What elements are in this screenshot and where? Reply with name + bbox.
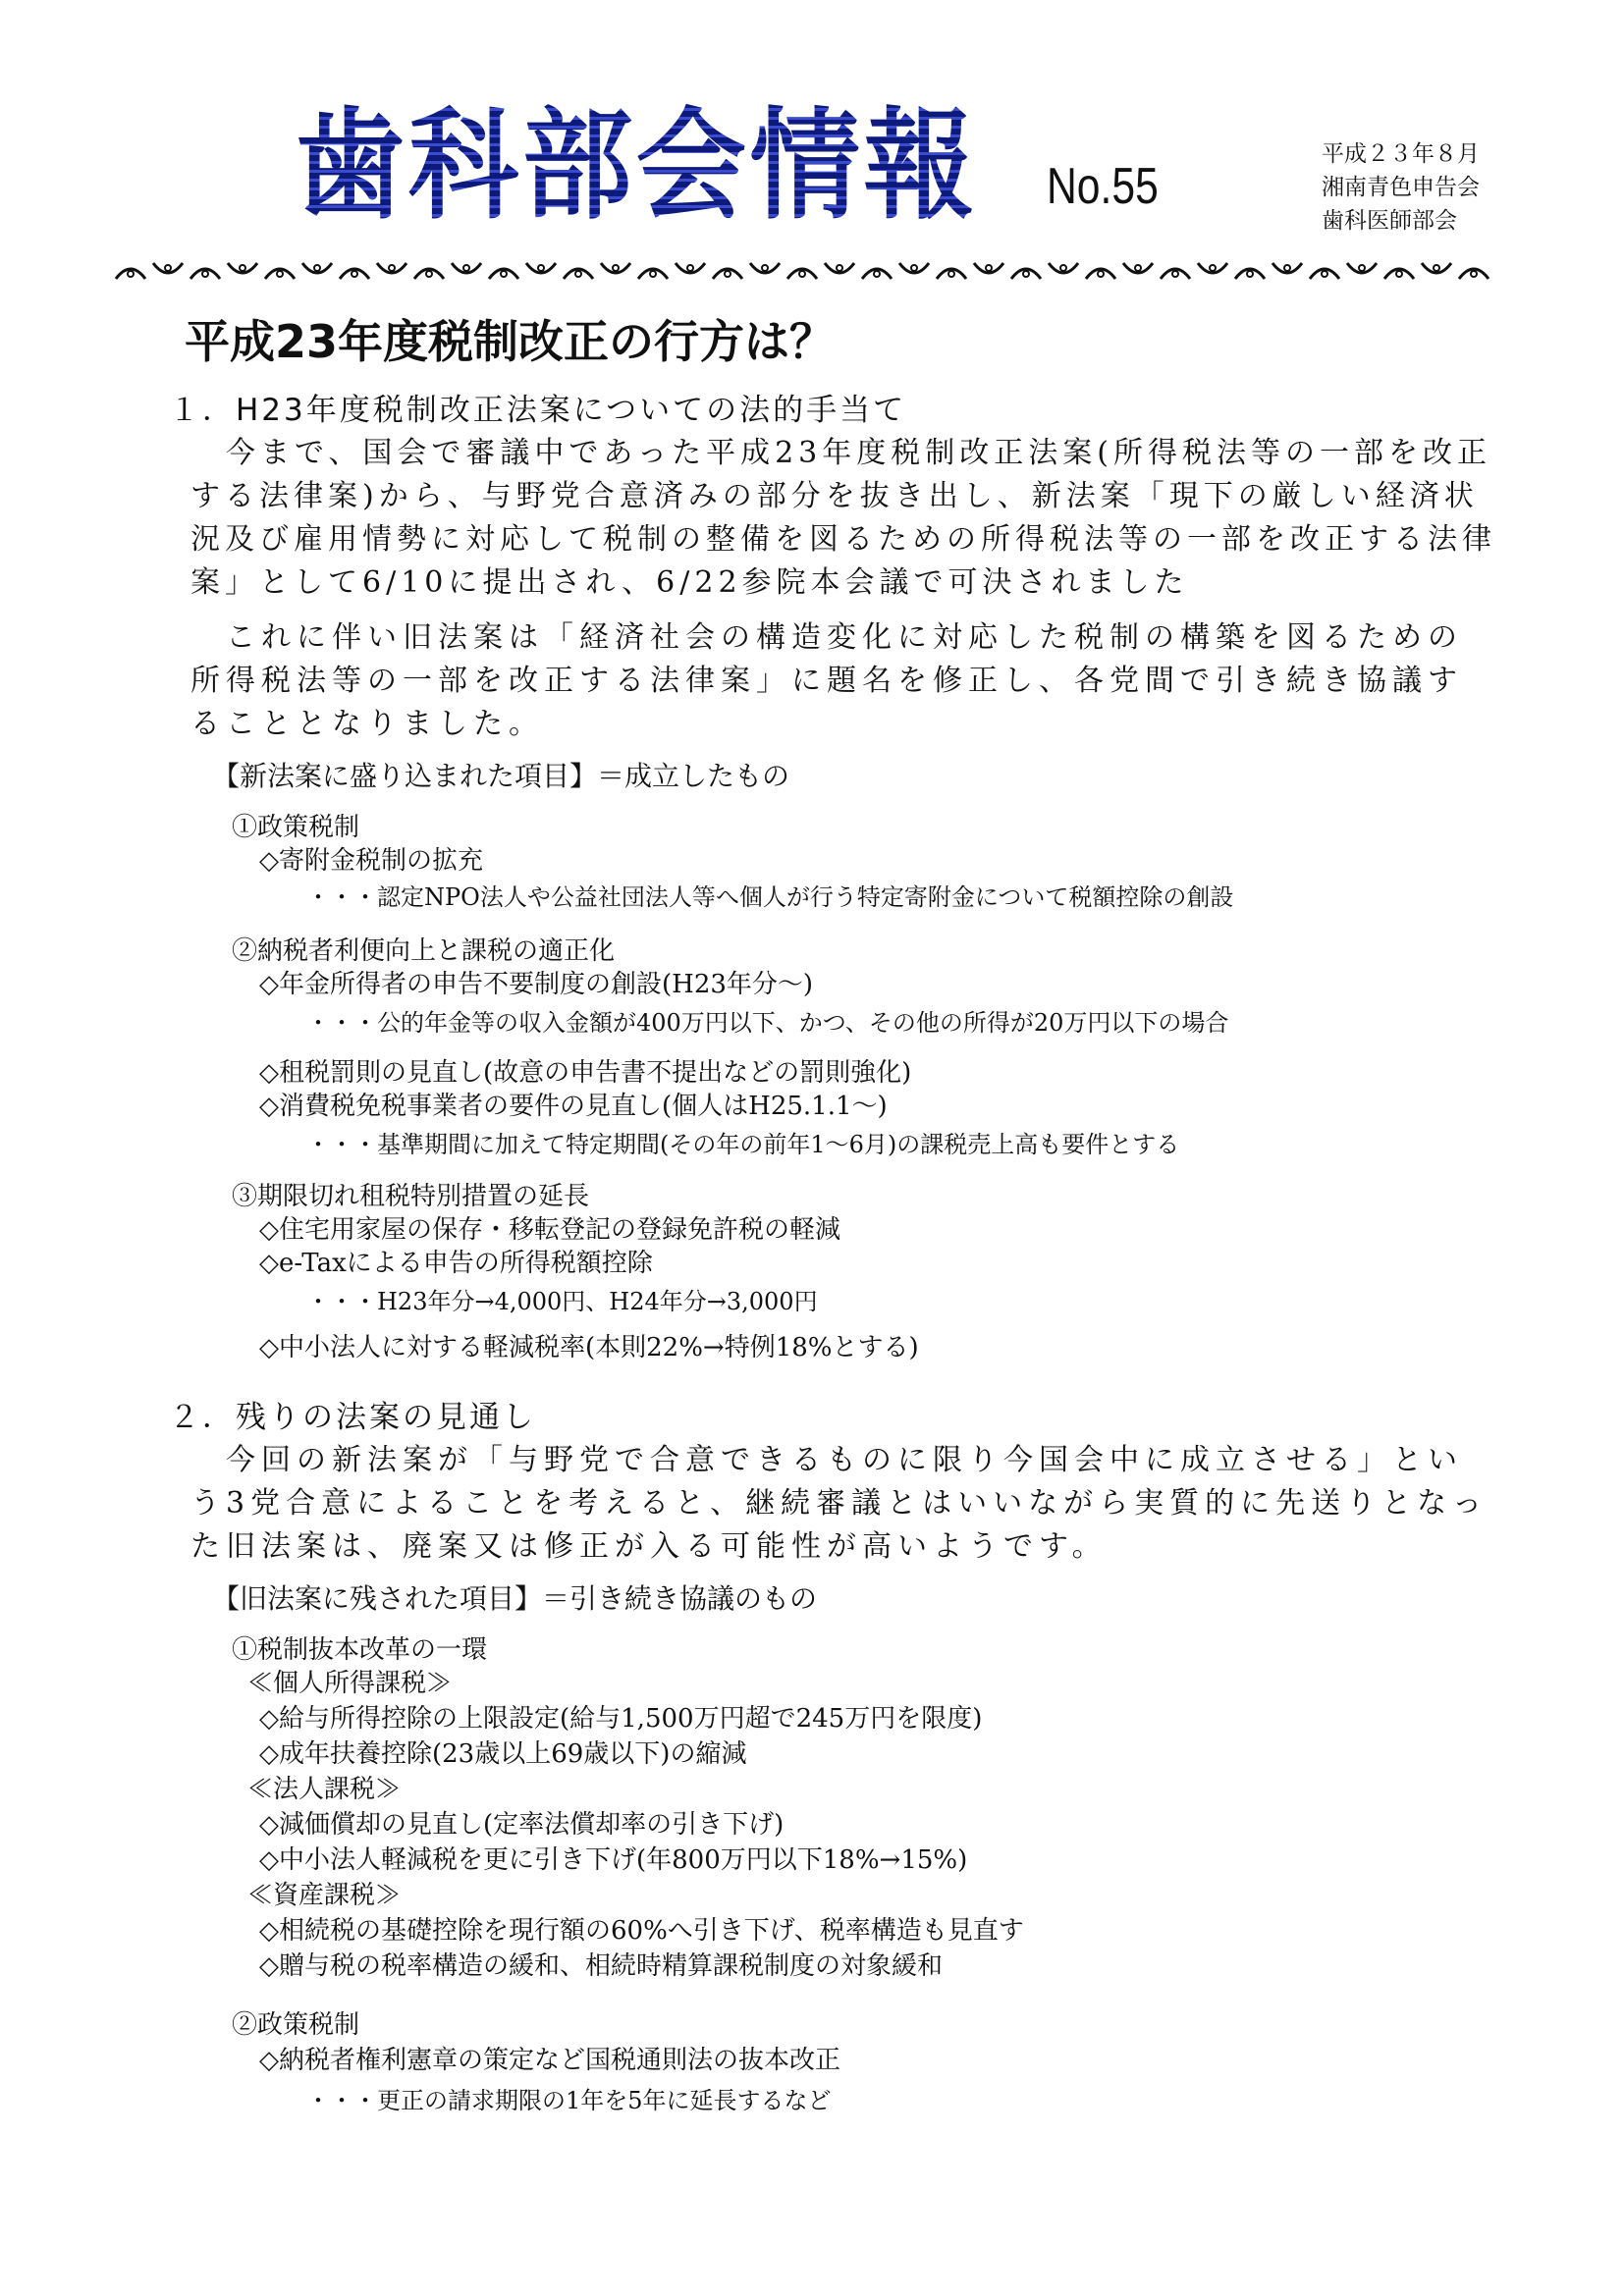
list-item: ◇相続税の基礎控除を現行額の60%へ引き下げ、税率構造も見直す <box>259 1916 1024 1946</box>
list-item: ◇納税者権利憲章の策定など国税通則法の抜本改正 <box>259 2046 840 2075</box>
list-item-note: ・・・H23年分→4,000円、H24年分→3,000円 <box>306 1288 818 1315</box>
list-item: ①税制抜本改革の一環 <box>232 1635 488 1665</box>
list-item: ◇寄附金税制の拡充 <box>259 846 483 876</box>
list-item: ◇消費税免税事業者の要件の見直し(個人はH25.1.1～) <box>259 1092 888 1121</box>
list-item: ◇中小法人軽減税を更に引き下げ(年800万円以下18%→15%) <box>259 1845 968 1875</box>
list-item: ◇年金所得者の申告不要制度の創設(H23年分～) <box>259 970 814 999</box>
issue-number: No.55 <box>1047 158 1159 215</box>
list-item-note: ・・・公的年金等の収入金額が400万円以下、かつ、その他の所得が20万円以下の場合 <box>306 1009 1229 1037</box>
list-item-note: ・・・更正の請求期限の1年を5年に延長するなど <box>306 2087 832 2114</box>
list-group-label: ≪個人所得課税≫ <box>247 1669 453 1698</box>
section-1-paragraph-2: これに伴い旧法案は「経済社会の構造変化に対応した税制の構築を図るための所得税法等の一部を改正する法律案」に題名を修正し、各党間で引き続き協議することとなりました。 <box>190 620 1463 741</box>
section-2-box-heading: 【旧法案に残された項目】＝引き続き協議のもの <box>212 1582 818 1615</box>
list-item: ◇贈与税の税率構造の緩和、相続時精算課税制度の対象緩和 <box>259 1951 943 1981</box>
headline: 平成23年度税制改正の行方は？ <box>185 315 836 368</box>
publisher-name: 湘南青色申告会 <box>1322 175 1480 200</box>
section-1-box-heading: 【新法案に盛り込まれた項目】＝成立したもの <box>212 760 790 792</box>
section-2-heading: ２．残りの法案の見通し <box>169 1400 536 1435</box>
list-item: ◇中小法人に対する軽減税率(本則22%→特例18%とする) <box>259 1333 919 1362</box>
issue-date: 平成２３年８月 <box>1322 141 1480 167</box>
list-item: ②政策税制 <box>232 2010 360 2040</box>
list-item: ◇成年扶養控除(23歳以上69歳以下)の縮減 <box>259 1739 747 1769</box>
list-item: ①政策税制 <box>232 813 360 842</box>
list-item: ◇e-Taxによる申告の所得税額控除 <box>259 1249 653 1278</box>
publisher-division: 歯科医師部会 <box>1322 208 1457 234</box>
list-item: ◇給与所得控除の上限設定(給与1,500万円超で245万円を限度) <box>259 1704 983 1734</box>
ornament-border-icon <box>114 257 1514 285</box>
list-group-label: ≪法人課税≫ <box>247 1775 402 1804</box>
list-item: ③期限切れ租税特別措置の延長 <box>232 1182 590 1211</box>
list-group-label: ≪資産課税≫ <box>247 1881 402 1910</box>
list-item: ②納税者利便向上と課税の適正化 <box>232 936 616 966</box>
section-1-heading: １．H23年度税制改正法案についての法的手当て <box>169 393 907 428</box>
section-2-paragraph-1: 今回の新法案が「与野党で合意できるものに限り今国会中に成立させる」という3党合意によることを考えると、継続審議とはいいながら実質的に先送りとなった旧法案は、廃案又は修正が入る可能性が高いようです。 <box>190 1443 1489 1564</box>
section-1-paragraph-1: 今まで、国会で審議中であった平成23年度税制改正法案(所得税法等の一部を改正する法律案)から、与野党合意済みの部分を抜き出し、新法案「現下の厳しい経済状況及び雇用情勢に対応して税制の整備を図るための所得税法等の一部を改正する法律案」として6/10に提出され、6/22参院本会議で可決されました <box>190 436 1496 600</box>
list-item-note: ・・・基準期間に加えて特定期間(その年の前年1～6月)の課税売上高も要件とする <box>306 1131 1180 1158</box>
list-item-note: ・・・認定NPO法人や公益社団法人等へ個人が行う特定寄附金について税額控除の創設 <box>306 883 1234 911</box>
list-item: ◇減価償却の見直し(定率法償却率の引き下げ) <box>259 1810 785 1840</box>
masthead-title: 歯科部会情報 <box>295 96 978 236</box>
publisher-block <box>1322 137 1538 238</box>
list-item: ◇租税罰則の見直し(故意の申告書不提出などの罰則強化) <box>259 1058 912 1088</box>
list-item: ◇住宅用家屋の保存・移転登記の登録免許税の軽減 <box>259 1215 840 1245</box>
